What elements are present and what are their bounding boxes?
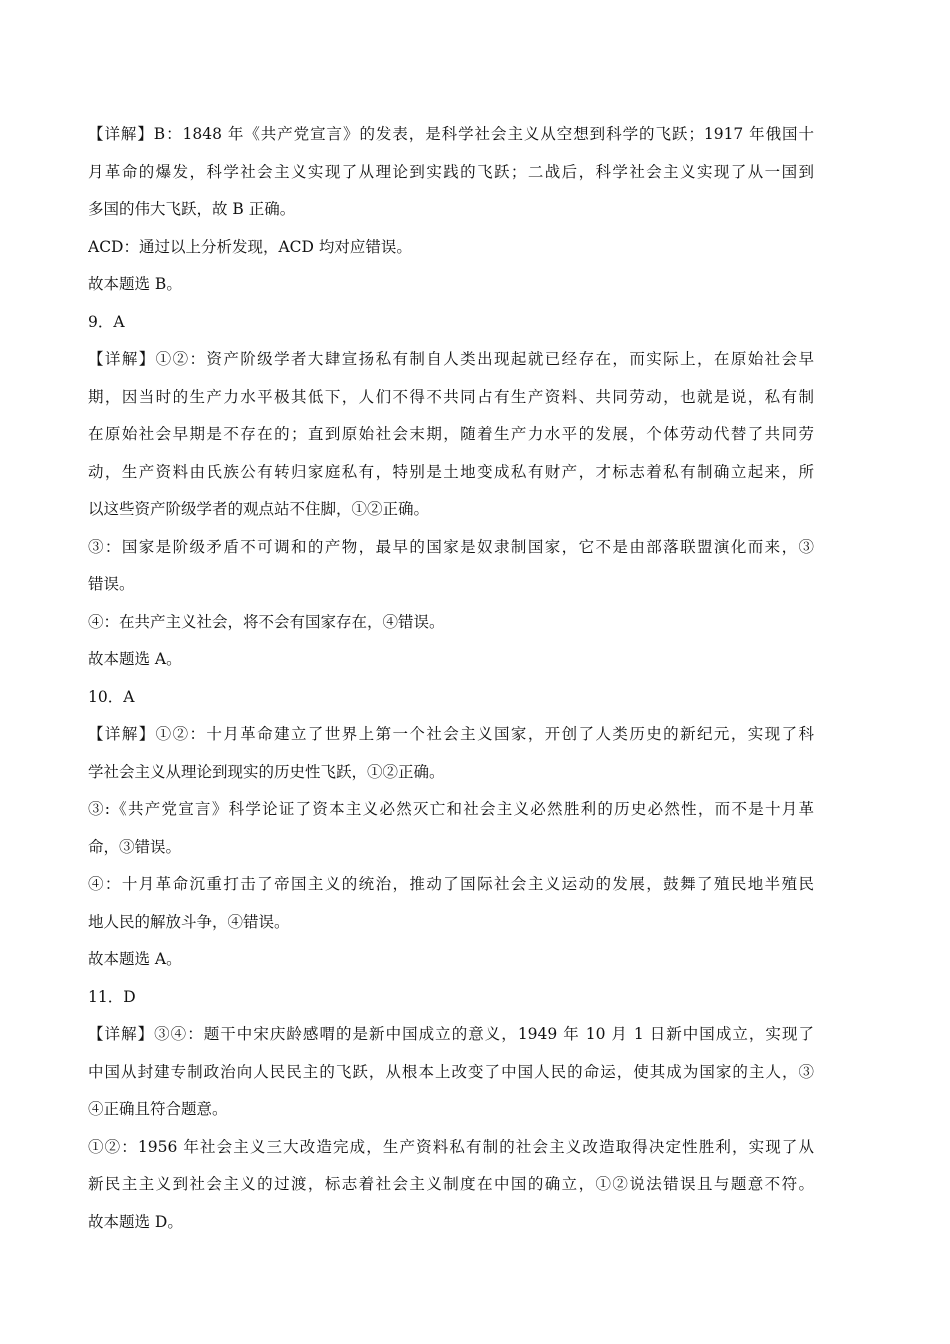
text-line: 动，生产资料由氏族公有转归家庭私有，特别是土地变成私有财产，才标志着私有制确立起来，所 [88,462,814,481]
text-line: ④：在共产主义社会，将不会有国家存在，④错误。 [88,612,445,631]
text-line: 期，因当时的生产力水平极其低下，人们不得不共同占有生产资料、共同劳动，也就是说，私有制 [88,387,814,406]
text-line: 命，③错误。 [88,837,182,856]
text-line: 多国的伟大飞跃，故 B 正确。 [88,200,296,218]
text-line: ③：国家是阶级矛盾不可调和的产物，最早的国家是奴隶制国家，它不是由部落联盟演化而来，③ [88,537,814,556]
text-line: 故本题选 A。 [88,650,182,668]
text-line: ①②：1956 年社会主义三大改造完成，生产资料私有制的社会主义改造取得决定性胜利，实现了从 [88,1137,814,1156]
text-line: 错误。 [88,575,135,593]
text-line: 故本题选 A。 [88,950,182,968]
text-line: 以这些资产阶级学者的观点站不住脚，①②正确。 [88,500,430,518]
text-line: 11．D [88,987,136,1006]
text-line: ④正确且符合题意。 [88,1100,228,1118]
text-line: 新民主主义到社会主义的过渡，标志着社会主义制度在中国的确立，①②说法错误且与题意不符。 [88,1175,814,1193]
text-line: 【详解】①②：十月革命建立了世界上第一个社会主义国家，开创了人类历史的新纪元，实现了科 [88,725,814,743]
text-line: 月革命的爆发，科学社会主义实现了从理论到实践的飞跃；二战后，科学社会主义实现了从一国到 [88,162,814,181]
text-line: ACD：通过以上分析发现，ACD 均对应错误。 [88,237,412,256]
text-line: 中国从封建专制政治向人民民主的飞跃，从根本上改变了中国人民的命运，使其成为国家的主人，③ [88,1062,814,1081]
text-line: 在原始社会早期是不存在的；直到原始社会末期，随着生产力水平的发展，个体劳动代替了共同劳 [88,425,814,443]
text-line: 学社会主义从理论到现实的历史性飞跃，①②正确。 [88,762,445,781]
text-line: 9．A [88,312,125,331]
text-line: 【详解】③④：题干中宋庆龄感喟的是新中国成立的意义，1949 年 10 月 1 日新中国成立，实现了 [88,1025,814,1043]
text-line: ③:《共产党宣言》科学论证了资本主义必然灭亡和社会主义必然胜利的历史必然性，而不是十月革 [88,800,814,818]
text-line: 10．A [88,687,135,706]
text-line: 【详解】B：1848 年《共产党宣言》的发表，是科学社会主义从空想到科学的飞跃；1917 年俄国十 [88,125,814,143]
document-body [88,116,814,1241]
text-line: 【详解】①②：资产阶级学者大肆宣扬私有制自人类出现起就已经存在，而实际上，在原始社会早 [88,350,814,368]
text-line: 故本题选 B。 [88,275,182,293]
text-line: 故本题选 D。 [88,1212,183,1231]
text-line: ④：十月革命沉重打击了帝国主义的统治，推动了国际社会主义运动的发展，鼓舞了殖民地半殖民 [88,875,814,893]
text-line: 地人民的解放斗争，④错误。 [88,912,290,931]
